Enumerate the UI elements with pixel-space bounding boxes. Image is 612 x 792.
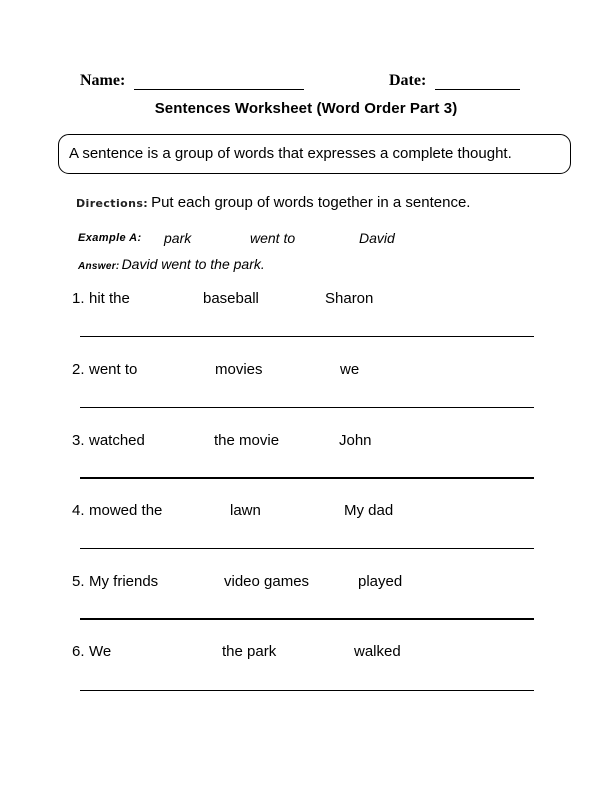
item-number: 5. (72, 573, 85, 590)
item-number: 2. (72, 361, 85, 378)
item-word: lawn (230, 502, 261, 519)
example-label: Example A: (78, 232, 142, 244)
answer-line[interactable] (80, 690, 534, 691)
item-word: went to (89, 361, 138, 378)
list-item (72, 643, 542, 663)
name-label: Name: (80, 72, 126, 89)
list-item (72, 290, 542, 310)
example-word: went to (250, 230, 296, 246)
item-word: video games (224, 573, 310, 590)
date-label: Date: (389, 72, 427, 89)
item-number: 4. (72, 502, 85, 519)
header-row (0, 72, 612, 92)
example-row (78, 230, 558, 250)
definition-text: A sentence is a group of words that expresses a complete thought. (69, 145, 512, 162)
definition-box (58, 134, 571, 174)
answer-line[interactable] (80, 477, 534, 479)
list-item (72, 502, 542, 522)
answer-line[interactable] (80, 407, 534, 408)
item-number: 3. (72, 432, 85, 449)
item-word: the movie (214, 432, 280, 449)
directions-label: Directions: (76, 197, 149, 210)
example-word: David (359, 230, 395, 246)
list-item (72, 432, 542, 452)
answer-line[interactable] (80, 548, 534, 549)
item-word: played (358, 573, 403, 590)
answer-label: Answer: (78, 261, 120, 272)
item-word: We (89, 643, 112, 660)
answer-text: David went to the park. (121, 256, 265, 272)
item-word: John (339, 432, 372, 449)
item-word: the park (222, 643, 277, 660)
item-number: 6. (72, 643, 85, 660)
name-field-line[interactable] (134, 89, 304, 90)
item-word: movies (215, 361, 263, 378)
item-word: walked (354, 643, 401, 660)
answer-line[interactable] (80, 336, 534, 337)
item-word: hit the (89, 290, 130, 307)
item-word: Sharon (325, 290, 374, 307)
page-title: Sentences Worksheet (Word Order Part 3) (154, 100, 458, 117)
item-word: we (340, 361, 360, 378)
item-word: My dad (344, 502, 394, 519)
date-field-line[interactable] (435, 89, 520, 90)
list-item (72, 573, 542, 593)
item-word: mowed the (89, 502, 163, 519)
list-item (72, 361, 542, 381)
item-word: watched (89, 432, 145, 449)
item-word: My friends (89, 573, 159, 590)
item-number: 1. (72, 290, 85, 307)
answer-line[interactable] (80, 618, 534, 620)
directions-text: Put each group of words together in a sentence. (151, 194, 471, 211)
example-word: park (164, 230, 192, 246)
directions (76, 194, 470, 212)
item-word: baseball (203, 290, 259, 307)
answer-row (78, 256, 265, 274)
